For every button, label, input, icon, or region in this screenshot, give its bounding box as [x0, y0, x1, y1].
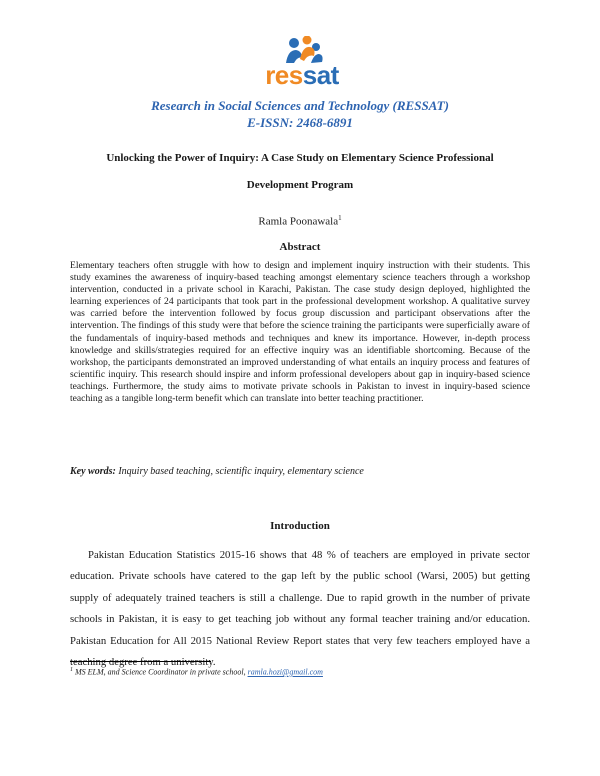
logo-text-res: res	[265, 60, 303, 90]
introduction-body: Pakistan Education Statistics 2015-16 shows that 48 % of teachers are employed in private sector education. Private schools have catered to the gap left by the public school (Warsi, 2005) but getting supply of adequately trained teachers is still a challenge. Due to rapid growth in the number of private schools in Pakistan, it is easy to get teaching job without any formal teacher training and/or education. Pakistan Education for All 2015 National Review Report states that very few teachers employed have a teaching degree from a university.	[70, 549, 530, 669]
keywords	[70, 466, 530, 477]
footnote-divider	[70, 661, 211, 662]
footnote-text: MS ELM, and Science Coordinator in private school,	[75, 667, 246, 677]
paper-title-line-1: Unlocking the Power of Inquiry: A Case Study on Elementary Science Professional	[106, 152, 494, 164]
introduction-heading: Introduction	[270, 520, 330, 532]
author-footnote-mark: 1	[338, 214, 342, 222]
footnote	[70, 667, 530, 677]
footnote-mark: 1	[70, 667, 73, 673]
abstract-body: Elementary teachers often struggle with how to design and implement inquiry instruction with their students. This study examines the awareness of inquiry-based teaching amongst elementary science teachers through a workshop intervention, conducted in a private school in Karachi, Pakistan. The case study design deployed, highlighted the learning experiences of 24 participants that took part in the professional development workshop. A qualitative survey was carried before the intervention followed by focus group discussion and participant observations after the intervention. The findings of this study were that before the science training the participants were superficially aware of the fundamentals of inquiry-based methods and techniques and knew its importance. However, in-depth process knowledge and skills/strategies required for an effective inquiry was an identifiable shortcoming. Because of the workshop, the participants demonstrated an improved understanding of what entails an inquiry process and features of scientific inquiry. This research should inspire and inform professional developers about gap in inquiry-based science teachings. Furthermore, the study aims to motivate private schools in Pakistan to invest in inquiry-based science teaching as a tangible long-term benefit which can translate into better teaching practitioner.	[70, 260, 530, 405]
journal-title: Research in Social Sciences and Technology (RESSAT)	[151, 98, 449, 113]
author-line	[0, 214, 600, 228]
author-email-link[interactable]: ramla.hozi@gmail.com	[247, 667, 323, 677]
keywords-text: Inquiry based teaching, scientific inquiry, elementary science	[118, 466, 364, 477]
logo-text-sat: sat	[302, 60, 339, 90]
paper-title-line-2: Development Program	[246, 179, 354, 191]
logo-wordmark	[258, 61, 346, 89]
author-name: Ramla Poonawala	[258, 215, 339, 228]
journal-issn: E-ISSN: 2468-6891	[247, 115, 353, 130]
keywords-label: Key words:	[70, 466, 116, 477]
abstract-heading: Abstract	[279, 241, 321, 253]
journal-logo	[258, 36, 348, 96]
